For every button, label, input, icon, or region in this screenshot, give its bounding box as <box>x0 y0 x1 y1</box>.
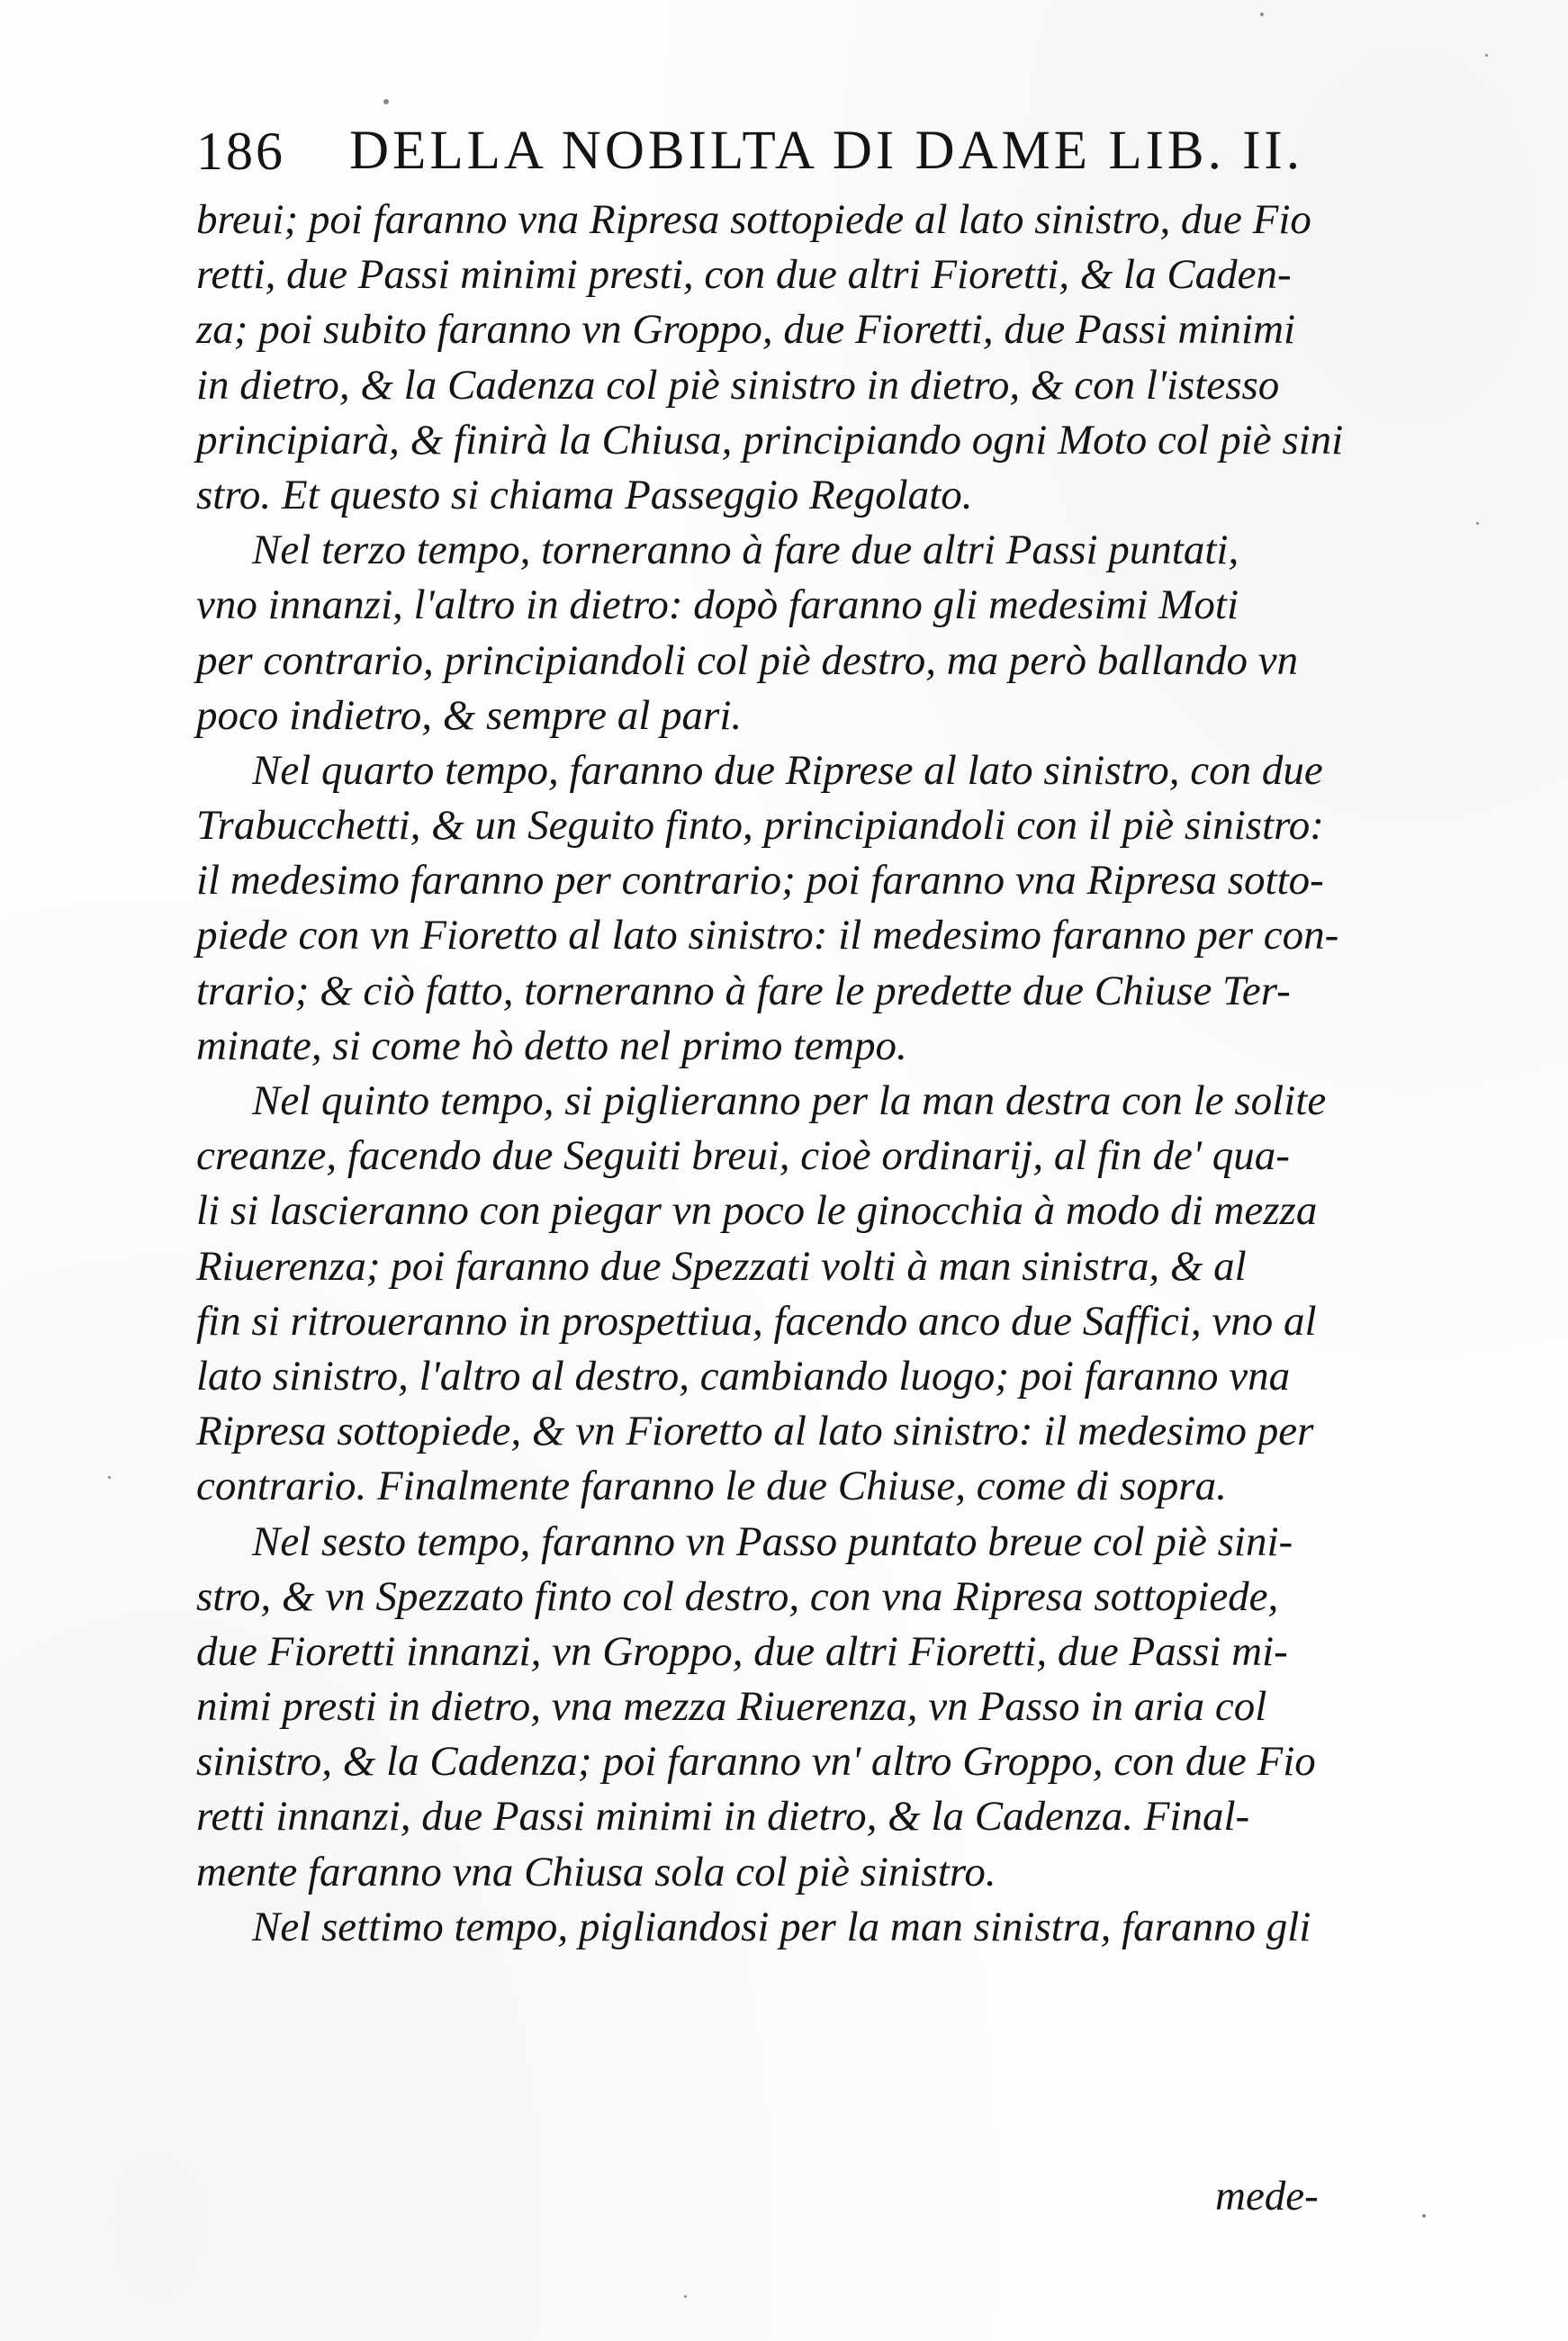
paragraph-start-line: Nel terzo tempo, torneranno à fare due altri Passi puntati, <box>252 527 1239 574</box>
text-line: due Fioretti innanzi, vn Groppo, due altri Fioretti, due Passi mi- <box>196 1627 1288 1675</box>
text-line: stro. Et questo si chiama Passeggio Regolato. <box>196 471 973 518</box>
paper-speck <box>1260 13 1264 16</box>
text-line: trario; & ciò fatto, torneranno à fare le predette due Chiuse Ter- <box>196 967 1291 1014</box>
text-line: Ripresa sottopiede, & vn Fioretto al lato sinistro: il medesimo per <box>196 1408 1314 1455</box>
text-line: il medesimo faranno per contrario; poi faranno vna Ripresa sotto- <box>196 857 1324 905</box>
text-line: fin si ritroueranno in prospettiua, facendo anco due Saffici, vno al <box>196 1297 1317 1345</box>
running-head: DELLA NOBILTA DI DAME LIB. II. <box>349 121 1303 181</box>
text-line: Trabucchetti, & un Seguito finto, principiandoli con il piè sinistro: <box>196 802 1324 850</box>
text-line: retti innanzi, due Passi minimi in dietro, & la Cadenza. Final- <box>196 1793 1250 1841</box>
text-line: retti, due Passi minimi presti, con due altri Fioretti, & la Caden- <box>196 251 1292 299</box>
text-line: Riuerenza; poi faranno due Spezzati volti à man sinistra, & al <box>196 1242 1247 1290</box>
paper-speck <box>1422 2214 1426 2218</box>
paragraph-start-line: Nel quinto tempo, si piglieranno per la man destra con le solite <box>252 1077 1327 1124</box>
text-line: per contrario, principiandoli col piè destro, ma però ballando vn <box>196 636 1299 684</box>
text-line: vno innanzi, l'altro in dietro: dopò faranno gli medesimi Moti <box>196 581 1239 629</box>
paper-speck <box>1485 54 1488 57</box>
text-line: contrario. Finalmente faranno le due Chiuse, come di sopra. <box>196 1463 1227 1510</box>
text-line: poco indietro, & sempre al pari. <box>196 691 743 739</box>
text-line: mente faranno vna Chiusa sola col piè sinistro. <box>196 1848 996 1895</box>
paper-speck <box>684 2295 687 2298</box>
text-line: in dietro, & la Cadenza col piè sinistro in dietro, & con l'istesso <box>196 361 1280 409</box>
text-line: breui; poi faranno vna Ripresa sottopiede al lato sinistro, due Fio <box>196 196 1311 243</box>
paragraph-start-line: Nel quarto tempo, faranno due Riprese al lato sinistro, con due <box>252 746 1323 794</box>
text-line: principiarà, & finirà la Chiusa, principiando ogni Moto col piè sini <box>196 416 1344 464</box>
paper-speck <box>108 1476 111 1479</box>
text-line: za; poi subito faranno vn Groppo, due Fioretti, due Passi minimi <box>196 306 1296 354</box>
paper-speck <box>1476 522 1479 525</box>
text-line: minate, si come hò detto nel primo tempo. <box>196 1022 907 1069</box>
text-line: piede con vn Fioretto al lato sinistro: il medesimo faranno per con- <box>196 912 1339 959</box>
text-line: lato sinistro, l'altro al destro, cambiando luogo; poi faranno vna <box>196 1352 1291 1400</box>
text-line: creanze, facendo due Seguiti breui, cioè ordinarij, al fin de' qua- <box>196 1132 1290 1180</box>
text-line: stro, & vn Spezzato finto col destro, con vna Ripresa sottopiede, <box>196 1572 1279 1620</box>
text-line: sinistro, & la Cadenza; poi faranno vn' altro Groppo, con due Fio <box>196 1738 1316 1786</box>
page-number: 186 <box>196 122 285 181</box>
text-line: nimi presti in dietro, vna mezza Riuerenza, vn Passo in aria col <box>196 1683 1267 1731</box>
catchword: mede- <box>1215 2173 1319 2219</box>
page-header <box>196 115 1438 187</box>
body-text <box>196 193 1438 1955</box>
paragraph-start-line: Nel settimo tempo, pigliandosi per la man sinistra, faranno gli <box>252 1903 1311 1950</box>
paragraph-start-line: Nel sesto tempo, faranno vn Passo puntato breue col piè sini- <box>252 1517 1293 1565</box>
text-line: li si lascieranno con piegar vn poco le ginocchia à modo di mezza <box>196 1187 1318 1235</box>
paper-speck <box>383 99 389 104</box>
